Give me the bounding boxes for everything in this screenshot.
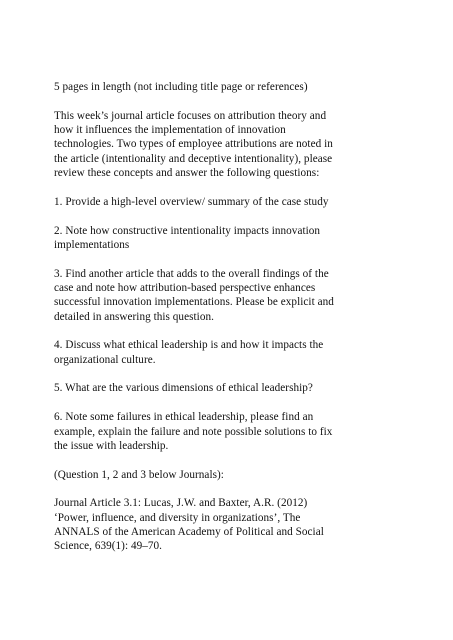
text-line: technologies. Two types of employee attributions are noted in bbox=[54, 138, 333, 151]
question-4 bbox=[54, 338, 394, 367]
text-line: how it influences the implementation of innovation bbox=[54, 124, 286, 137]
document-body bbox=[54, 80, 394, 568]
text-line: 5. What are the various dimensions of ethical leadership? bbox=[54, 382, 313, 395]
text-line: 4. Discuss what ethical leadership is and how it impacts the bbox=[54, 339, 324, 352]
text-line: case and note how attribution-based perspective enhances bbox=[54, 281, 316, 294]
text-line: implementations bbox=[54, 238, 130, 251]
text-line: (Question 1, 2 and 3 below Journals): bbox=[54, 468, 224, 481]
question-3 bbox=[54, 267, 394, 324]
paragraph-length-requirement bbox=[54, 80, 394, 94]
text-line: This week’s journal article focuses on attribution theory and bbox=[54, 109, 327, 122]
text-line: organizational culture. bbox=[54, 353, 156, 366]
text-line: 2. Note how constructive intentionality impacts innovation bbox=[54, 224, 321, 237]
text-line: Journal Article 3.1: Lucas, J.W. and Baxter, A.R. (2012) bbox=[54, 497, 308, 510]
text-line: Science, 639(1): 49–70. bbox=[54, 540, 163, 553]
text-line: 1. Provide a high-level overview/ summary of the case study bbox=[54, 195, 329, 208]
text-line: detailed in answering this question. bbox=[54, 310, 214, 323]
text-line: the issue with leadership. bbox=[54, 439, 169, 452]
question-1 bbox=[54, 195, 394, 209]
text-line: successful innovation implementations. Please be explicit and bbox=[54, 296, 334, 309]
text-line: ANNALS of the American Academy of Political and Social bbox=[54, 526, 324, 539]
journals-note bbox=[54, 468, 394, 482]
journal-reference bbox=[54, 496, 394, 553]
paragraph-intro bbox=[54, 109, 394, 180]
text-line: the article (intentionality and deceptive intentionality), please bbox=[54, 152, 333, 165]
text-line: 6. Note some failures in ethical leadership, please find an bbox=[54, 411, 314, 424]
question-2 bbox=[54, 224, 394, 253]
text-line: example, explain the failure and note possible solutions to fix bbox=[54, 425, 333, 438]
text-line: review these concepts and answer the following questions: bbox=[54, 166, 320, 179]
question-5 bbox=[54, 381, 394, 395]
text-line: 3. Find another article that adds to the overall findings of the bbox=[54, 267, 329, 280]
text-line: 5 pages in length (not including title page or references) bbox=[54, 81, 308, 93]
text-line: ‘Power, influence, and diversity in organizations’, The bbox=[54, 511, 301, 524]
question-6 bbox=[54, 410, 394, 453]
